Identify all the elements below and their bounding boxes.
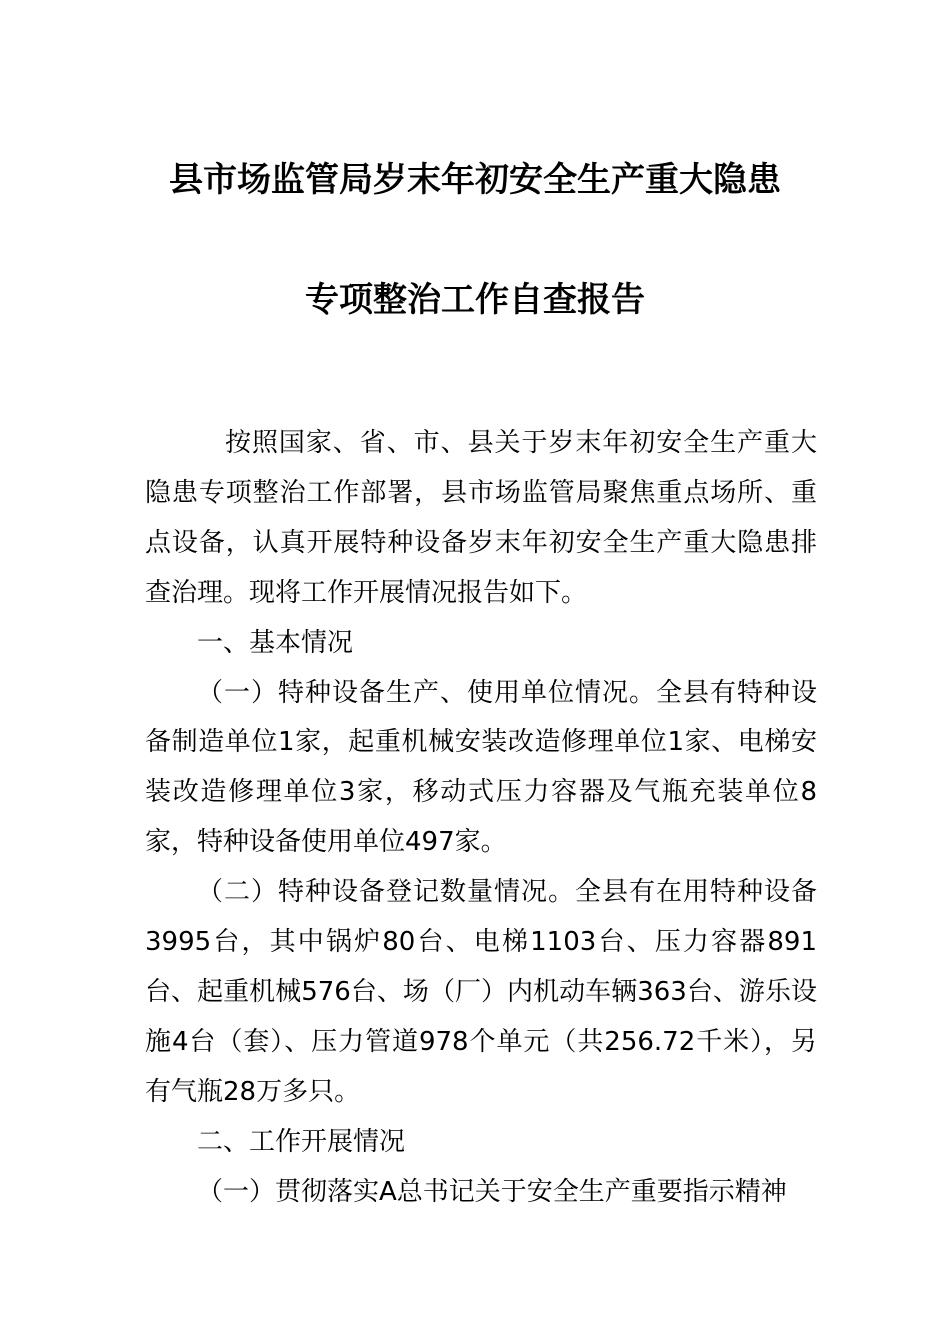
intro-paragraph: 按照国家、省、市、县关于岁末年初安全生产重大隐患专项整治工作部署，县市场监管局聚焦重点场所、重点设备，认真开展特种设备岁末年初安全生产重大隐患排查治理。现将工作开展情况报告如下。 (145, 428, 817, 608)
document-body (145, 419, 817, 1218)
paragraph-units: （一）特种设备生产、使用单位情况。全县有特种设备制造单位1家，起重机械安装改造修理单位1家、电梯安装改造修理单位3家，移动式压力容器及气瓶充装单位8家，特种设备使用单位497家。 (145, 677, 817, 858)
section-heading-1: 一、基本情况 (197, 627, 354, 658)
paragraph-registration: （二）特种设备登记数量情况。全县有在用特种设备3995台，其中锅炉80台、电梯1103台、压力容器891台、起重机械576台、场（厂）内机动车辆363台、游乐设施4台（套）、压力管道978个单元（共256.72千米），另有气瓶28万多只。 (145, 877, 817, 1107)
section-heading-2: 二、工作开展情况 (197, 1126, 406, 1157)
document-title-line-1: 县市场监管局岁末年初安全生产重大隐患 (169, 160, 781, 200)
document-title-line-2: 专项整治工作自查报告 (305, 280, 645, 320)
paragraph-implementation: （一）贯彻落实A总书记关于安全生产重要指示精神 (197, 1176, 787, 1207)
